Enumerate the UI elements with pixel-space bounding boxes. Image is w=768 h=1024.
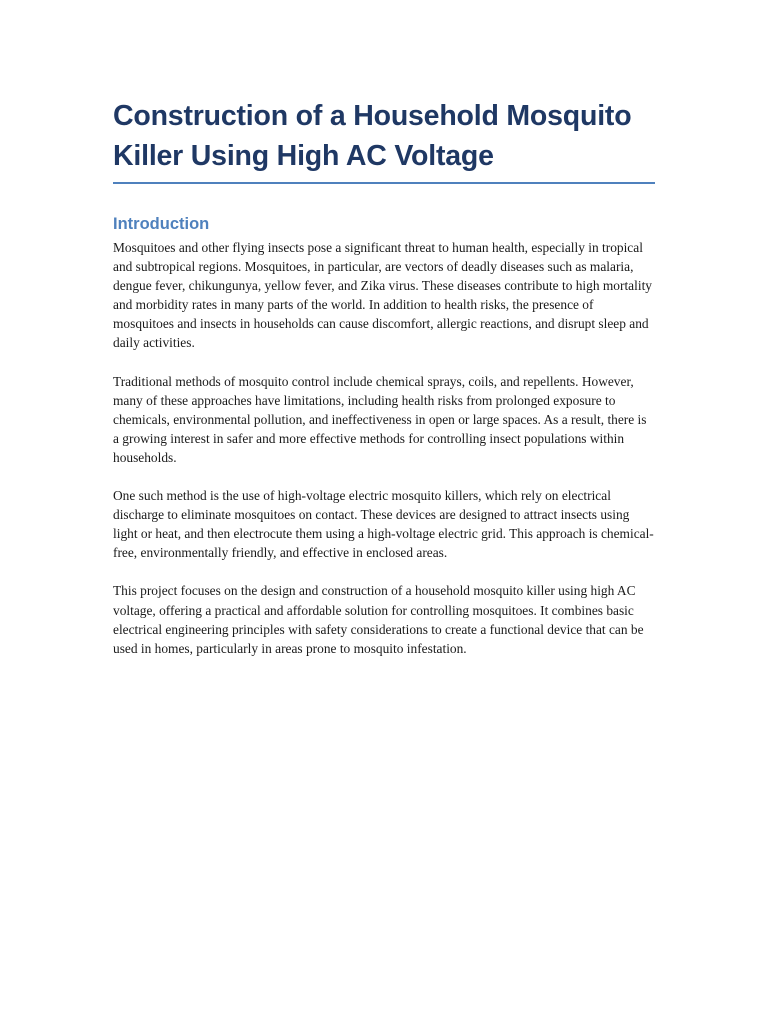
document-content bbox=[113, 96, 655, 677]
document-title: Construction of a Household Mosquito Killer Using High AC Voltage bbox=[113, 96, 655, 184]
section-heading-introduction: Introduction bbox=[113, 215, 210, 233]
paragraph: Mosquitoes and other flying insects pose a significant threat to human health, especially in tropical and subtropical regions. Mosquitoes, in particular, are vectors of deadly diseases such as malaria, dengue fever, chikungunya, yellow fever, and Zika virus. These diseases contribute to high mortality and morbidity rates in many parts of the world. In addition to health risks, the presence of mosquitoes and insects in households can cause discomfort, allergic reactions, and disrupt sleep and daily activities. bbox=[113, 240, 652, 351]
paragraph: Traditional methods of mosquito control include chemical sprays, coils, and repellents. However, many of these approaches have limitations, including health risks from prolonged exposure to chemicals, environmental pollution, and ineffectiveness in open or large spaces. As a result, there is a growing interest in safer and more effective methods for controlling insect populations within households. bbox=[113, 373, 647, 465]
paragraph: One such method is the use of high-voltage electric mosquito killers, which rely on electrical discharge to eliminate mosquitoes on contact. These devices are designed to attract insects using light or heat, and then electrocute them using a high-voltage electric grid. This approach is chemical-free, environmentally friendly, and effective in enclosed areas. bbox=[113, 488, 654, 561]
paragraph: This project focuses on the design and construction of a household mosquito killer using high AC voltage, offering a practical and affordable solution for controlling mosquitoes. It combines basic electrical engineering principles with safety considerations to create a functional device that can be used in homes, particularly in areas prone to mosquito infestation. bbox=[113, 583, 644, 656]
